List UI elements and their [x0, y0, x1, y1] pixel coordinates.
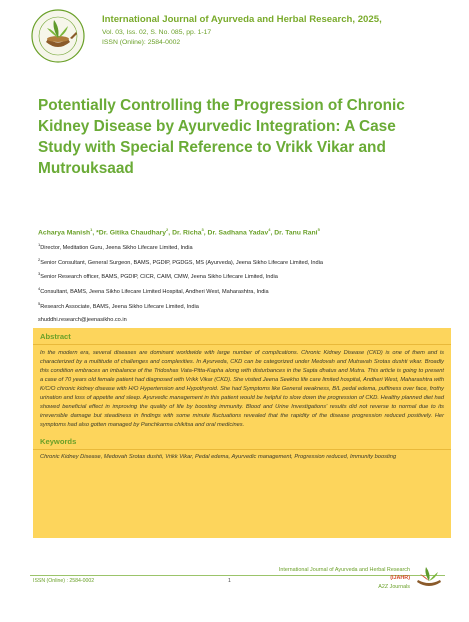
author-separator: , — [168, 229, 173, 237]
affiliation-item — [38, 269, 458, 284]
author-separator: , — [270, 229, 275, 237]
affiliation-mark: 2 — [38, 256, 41, 262]
author-name: Dr. Tanu Rani — [274, 229, 318, 237]
abstract-text: In the modern era, several diseases are dominant worldwide with large number of complications. Chronic Kidney Disease (CKD) is one of them and is characterized by a multitude of challenges and complexities. In Ayurveda, CKD can be categorized under Medovah and Mutravah Srotas dushti vikar. Broadly this condition embraces an imbalance of the Tridoshas Vata-Pitta-Kapha along with disturbances in the Sapta dhatus and Mutra. This article is going to present a case of 70 years old female patient had diagnosed with Vrikk Vikar (CKD). She visited Jeena Seekho life care limited hospital, Andheri West, Maharashtra with K/C/O chronic kidney disease with H/O Hypertension and Hypothyroid. She had Symptoms like General weakness, B/L pedal edema, puffiness over face, frothy urination and loss of appetite and sleep. Ayurvedic management in this patient would be helpful to slow down the progression of CKD. Healthy planned diet had showed beneficial effect in improving the quality of life by boosting immunity. Blood and Urine Investigations' results did not reverse to normal due to its irreversible damage but steadiness in findings with some minute fluctuations revealed that the rapidity of the disease progression reduced positively. Her symptoms had also gotten managed by Panchkarma chikitsa and oral medicines. — [40, 350, 444, 428]
author-name: *Dr. Gitika Chaudhary — [96, 229, 167, 237]
keywords-text: Chronic Kidney Disease, Medovah Srotas dushti, Vrikk Vikar, Pedal edema, Ayurvedic management, Progression reduced, Immunity boosting — [40, 454, 397, 460]
article-title: Potentially Controlling the Progression of Chronic Kidney Disease by Ayurvedic Integration: A Case Study with Special Reference to Vrikk Vikar and Mutrouksaad — [38, 97, 405, 177]
author-affiliation-mark: 1 — [90, 227, 93, 232]
journal-issn: ISSN (Online): 2584-0002 — [102, 38, 181, 46]
footer-journal-name: International Journal of Ayurveda and Herbal Research — [278, 567, 410, 573]
author-affiliation-mark: 5 — [317, 227, 320, 232]
keywords-heading: Keywords — [40, 437, 77, 446]
footer-journal-info — [240, 566, 410, 591]
publisher-logo-icon — [413, 564, 445, 592]
author-list — [38, 227, 448, 236]
author-affiliation-mark: 2 — [166, 227, 169, 232]
journal-name: International Journal of Ayurveda and Herbal Research, 2025, — [102, 14, 382, 25]
abstract-box — [33, 328, 451, 538]
affiliation-text: Research Associate, BAMS, Jeena Sikho Lifecare Limited, India — [40, 303, 199, 310]
abstract-heading: Abstract — [40, 332, 71, 341]
affiliation-mark: 3 — [38, 271, 41, 277]
journal-header — [30, 8, 450, 68]
author-separator: , — [203, 229, 208, 237]
page-number: 1 — [228, 578, 231, 584]
journal-logo-icon — [30, 8, 86, 64]
affiliation-item — [38, 240, 458, 255]
affiliation-list — [38, 240, 458, 326]
affiliation-item — [38, 284, 458, 299]
affiliation-text: Consultant, BAMS, Jeena Sikho Lifecare Limited Hospital, Andheri West, Maharashtra, India — [40, 289, 269, 296]
author-name: Dr. Sadhana Yadav — [207, 229, 269, 237]
affiliation-mark: 5 — [38, 300, 41, 306]
affiliation-mark: 1 — [38, 242, 41, 247]
author-name: Dr. Richa — [172, 229, 202, 237]
affiliation-text: Director, Meditation Guru, Jeena Sikho Lifecare Limited, India — [40, 244, 193, 251]
footer-publisher: A2Z Journals — [378, 583, 410, 590]
author-separator: , — [92, 229, 97, 237]
affiliation-text: Senior Consultant, General Surgeon, BAMS, PGDIP, PGDGS, MS (Ayurveda), Jeena Sikho Lifecare Limited, India — [40, 259, 323, 266]
footer-issn: ISSN (Online) : 2584-0002 — [33, 578, 95, 584]
contact-email: shuddhi.research@jeenasikho.co.in — [38, 316, 127, 323]
footer-journal-abbr: (IJAHR) — [390, 575, 410, 582]
author-affiliation-mark: 3 — [201, 227, 204, 232]
author-affiliation-mark: 4 — [268, 227, 271, 232]
author-name: Acharya Manish — [38, 229, 91, 237]
affiliation-mark: 4 — [38, 286, 41, 292]
journal-info — [102, 14, 382, 48]
journal-volume: Vol. 03, Iss. 02, S. No. 085, pp. 1-17 — [102, 29, 212, 36]
affiliation-item — [38, 255, 458, 270]
affiliation-item — [38, 299, 458, 314]
affiliation-text: Senior Research officer, BAMS, PGDIP, CICR, CAIM, CMW, Jeena Sikho Lifecare Limited, India — [40, 274, 278, 281]
